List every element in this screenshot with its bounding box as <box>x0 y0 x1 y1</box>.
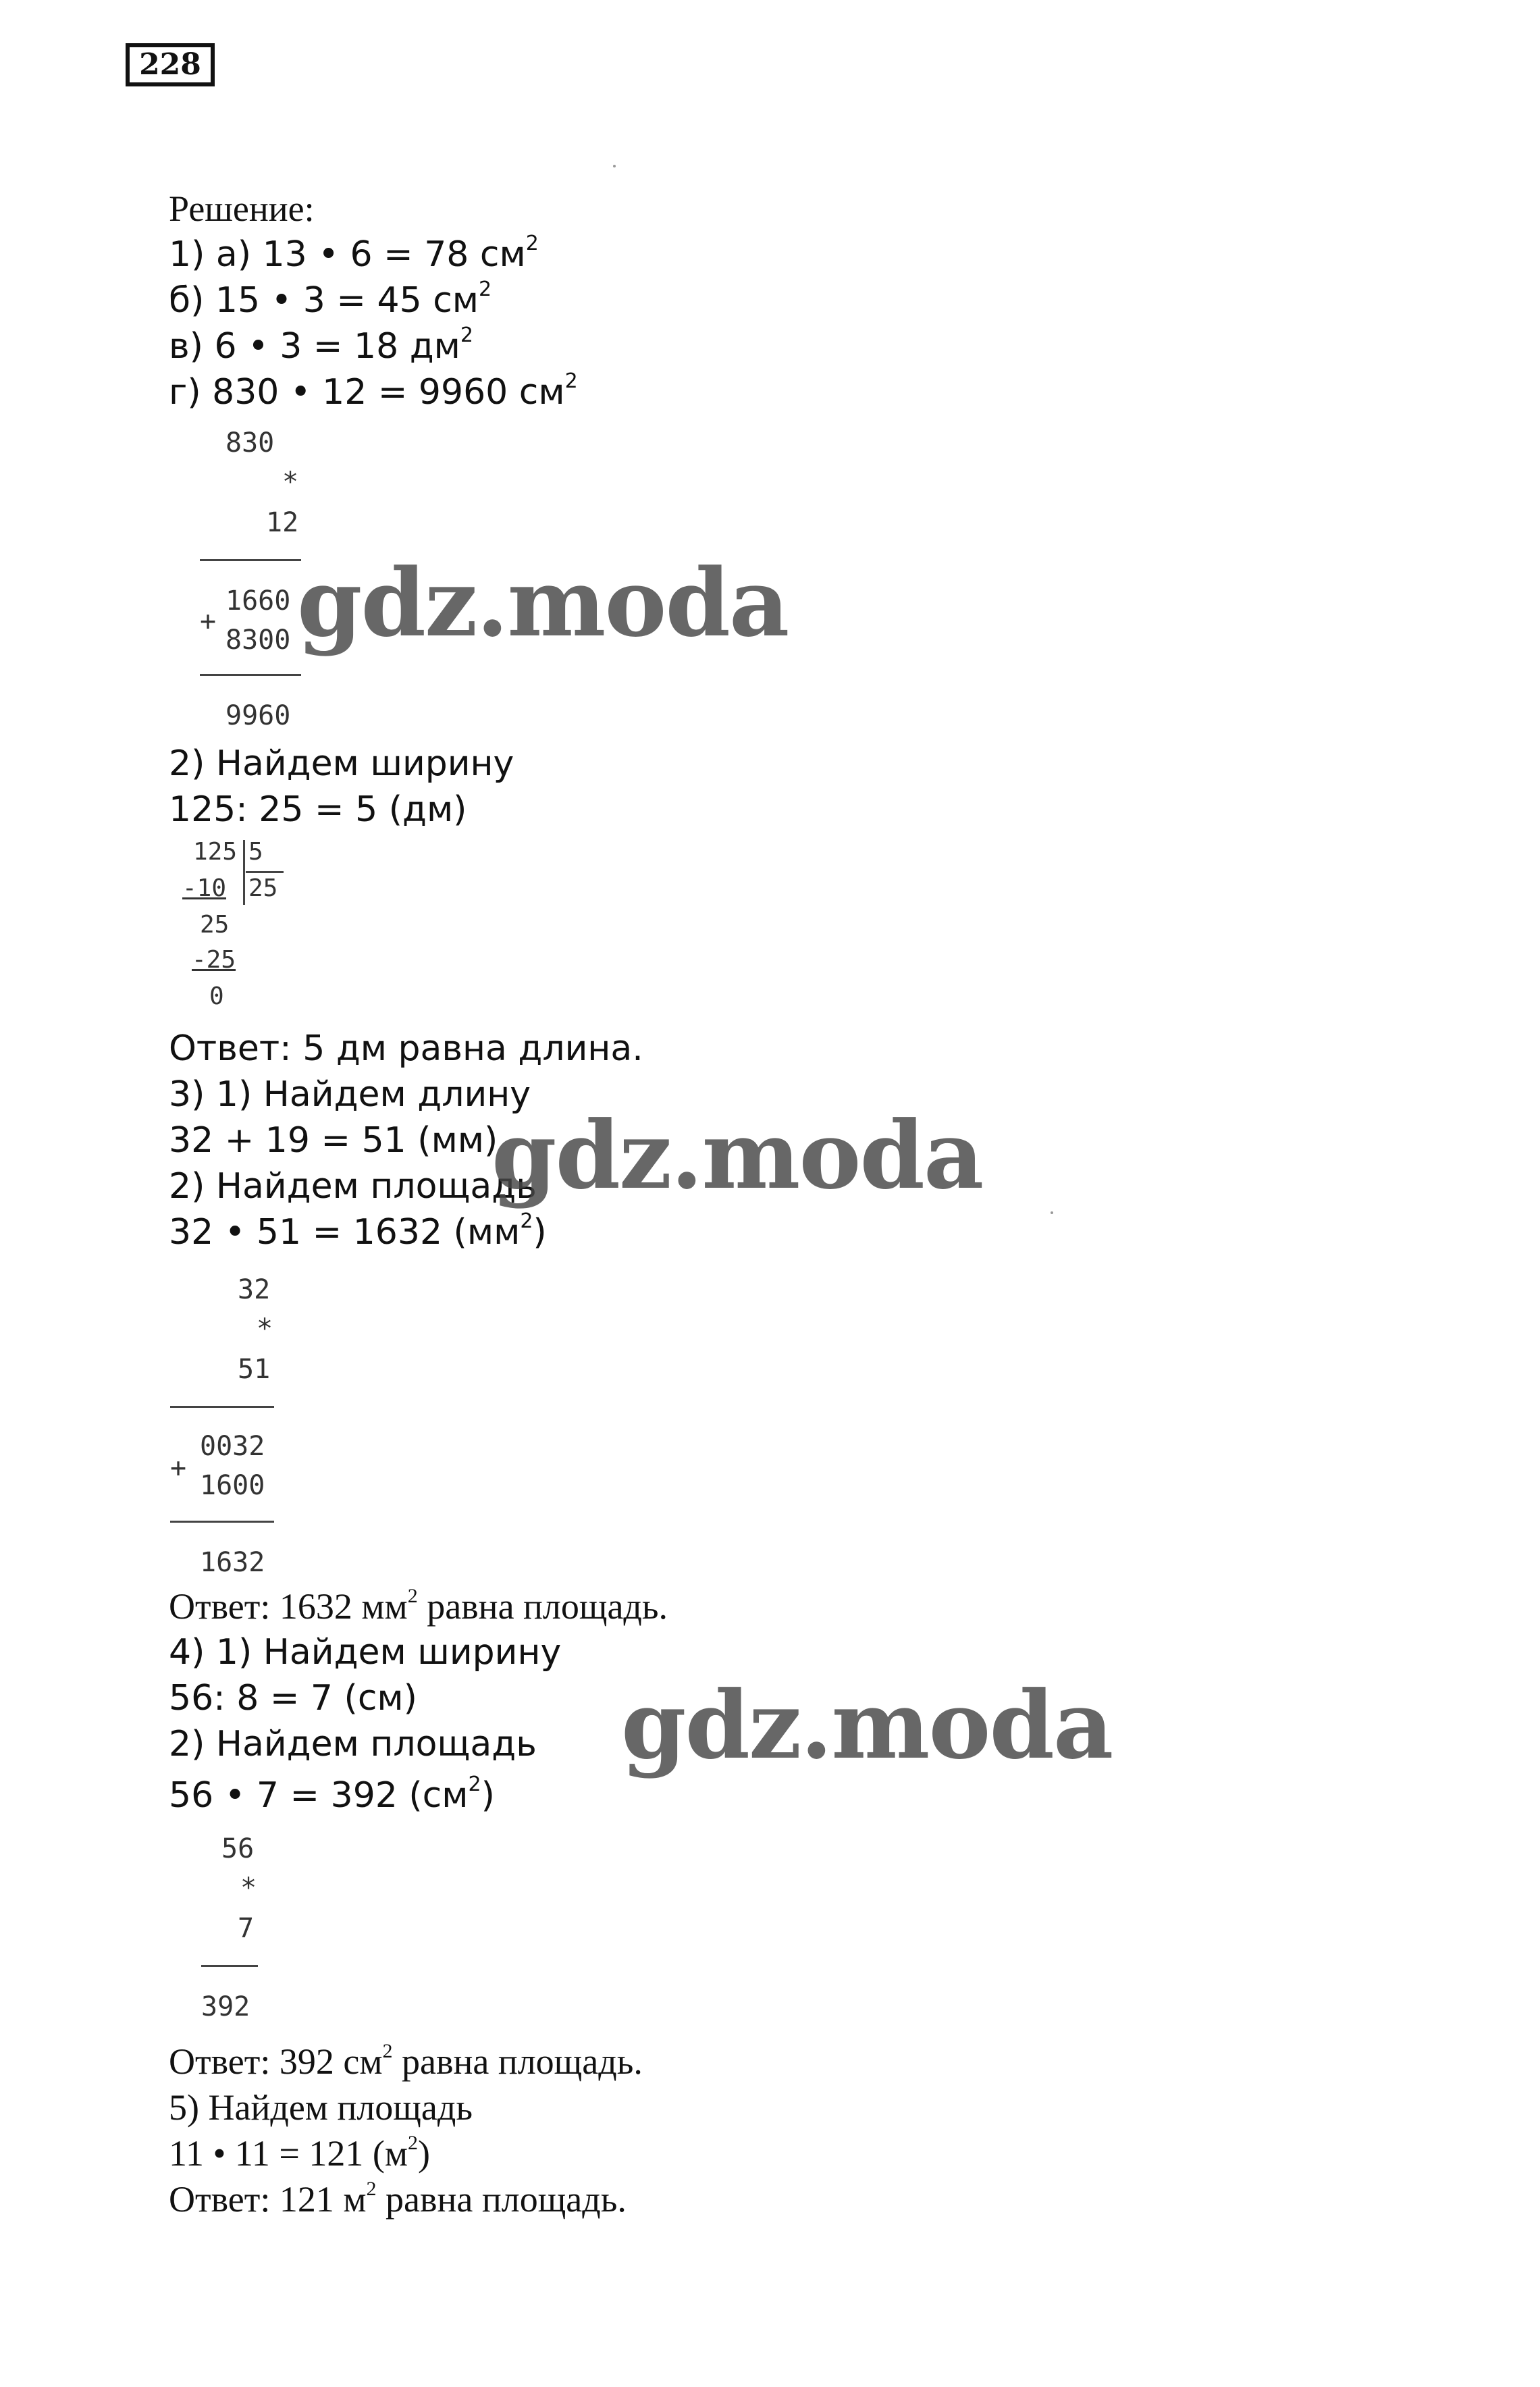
line-1b-text: б) 15 • 3 = 45 см <box>169 280 479 321</box>
line-5-area-text: 11 • 11 = 121 (м <box>169 2133 408 2174</box>
line-3-area <box>169 1210 547 1255</box>
calc2-multiplicand: 32 <box>238 1274 271 1305</box>
answer-3-tail: равна площадь. <box>417 1586 668 1627</box>
solution-heading: Решение: <box>169 188 315 229</box>
line-2-equation: 125: 25 = 5 (дм) <box>169 789 467 830</box>
watermark: gdz.moda <box>621 1670 1113 1780</box>
answer-2: Ответ: 5 дм равна длина. <box>169 1028 643 1069</box>
division-dividend: 125 <box>193 838 238 866</box>
calc1-partial-1: 1660 <box>225 585 291 617</box>
division-divisor-rule <box>246 871 284 873</box>
watermark: gdz.moda <box>492 1100 983 1210</box>
line-1a-text: 1) а) 13 • 6 = 78 см <box>169 234 526 275</box>
answer-5-tail: равна площадь. <box>376 2179 627 2220</box>
division-subtract-2: -25 <box>192 946 236 974</box>
calc1-partial-2: 8300 <box>225 625 291 656</box>
superscript: 2 <box>520 1209 533 1233</box>
line-2-heading: 2) Найдем ширину <box>169 743 514 784</box>
watermark: gdz.moda <box>297 548 789 658</box>
line-1c-text: в) 6 • 3 = 18 дм <box>169 326 460 367</box>
exercise-number: 228 <box>126 43 215 86</box>
calc2-operator: * <box>257 1313 273 1344</box>
calc1-multiplicand: 830 <box>225 427 275 458</box>
calc2-partial-2: 1600 <box>200 1470 265 1501</box>
answer-3 <box>169 1584 668 1629</box>
division-quotient: 25 <box>248 874 278 902</box>
calc1-rule-1 <box>200 559 301 561</box>
calc3-multiplicand: 56 <box>221 1833 255 1864</box>
calc1-operator: * <box>282 467 299 498</box>
calc2-rule-2 <box>170 1521 274 1523</box>
superscript: 2 <box>564 369 578 393</box>
calc3-operator: * <box>240 1872 257 1904</box>
calc1-multiplier: 12 <box>266 507 299 538</box>
line-3-heading: 3) 1) Найдем длину <box>169 1074 531 1115</box>
answer-5-text: Ответ: 121 м <box>169 2179 367 2220</box>
calc1-rule-2 <box>200 674 301 676</box>
line-1a <box>169 232 539 277</box>
calc2-rule-1 <box>170 1406 274 1408</box>
line-3-area-close: ) <box>533 1212 547 1253</box>
division-remainder-2: 0 <box>209 982 224 1010</box>
scan-speck <box>613 165 616 167</box>
superscript: 2 <box>479 278 492 301</box>
line-3-area-heading: 2) Найдем площадь <box>169 1166 537 1207</box>
line-4-area-heading: 2) Найдем площадь <box>169 1724 537 1764</box>
line-4-area <box>169 1773 495 1818</box>
superscript: 2 <box>407 1585 418 1607</box>
line-1c <box>169 324 473 369</box>
division-divisor: 5 <box>248 838 263 866</box>
calc2-result: 1632 <box>200 1547 265 1578</box>
line-3-length: 32 + 19 = 51 (мм) <box>169 1120 498 1161</box>
superscript: 2 <box>382 2040 393 2062</box>
division-subtract-1: -10 <box>182 874 227 902</box>
line-4-width: 56: 8 = 7 (см) <box>169 1678 417 1719</box>
calc1-result: 9960 <box>225 700 291 731</box>
calc3-multiplier: 7 <box>238 1913 255 1944</box>
division-remainder-1: 25 <box>200 911 230 939</box>
line-5-area <box>169 2131 430 2176</box>
calc3-result: 392 <box>201 1991 250 2022</box>
answer-4-text: Ответ: 392 см <box>169 2041 383 2082</box>
calc2-partial-1: 0032 <box>200 1431 265 1462</box>
line-3-area-text: 32 • 51 = 1632 (мм <box>169 1212 521 1253</box>
line-1d <box>169 370 578 415</box>
line-5-heading: 5) Найдем площадь <box>169 2087 473 2128</box>
superscript: 2 <box>525 232 539 255</box>
calc2-plus: + <box>170 1452 187 1484</box>
line-4-area-text: 56 • 7 = 392 (см <box>169 1775 469 1816</box>
answer-5 <box>169 2177 627 2222</box>
superscript: 2 <box>408 2132 419 2154</box>
calc2-multiplier: 51 <box>238 1354 271 1385</box>
answer-4-tail: равна площадь. <box>392 2041 643 2082</box>
answer-3-text: Ответ: 1632 мм <box>169 1586 408 1627</box>
calc3-rule <box>201 1965 258 1967</box>
answer-4 <box>169 2039 643 2084</box>
scan-speck <box>1051 1211 1053 1214</box>
superscript: 2 <box>366 2178 377 2200</box>
calc1-plus: + <box>200 606 217 637</box>
superscript: 2 <box>460 323 473 347</box>
line-1b <box>169 278 492 323</box>
line-1d-text: г) 830 • 12 = 9960 см <box>169 372 565 413</box>
line-4-area-close: ) <box>481 1775 495 1816</box>
superscript: 2 <box>468 1773 481 1796</box>
division-vertical-line <box>243 840 245 905</box>
line-5-area-close: ) <box>418 2133 430 2174</box>
line-4-heading: 4) 1) Найдем ширину <box>169 1632 562 1673</box>
